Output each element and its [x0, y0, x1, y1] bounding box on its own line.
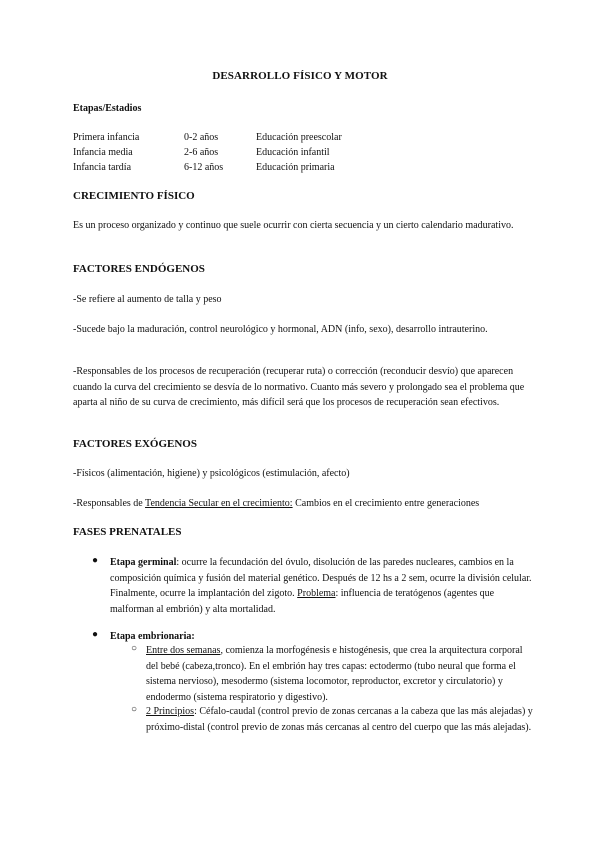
- etapas-heading: Etapas/Estadios: [73, 103, 142, 114]
- education-cell: Educación primaria: [256, 162, 335, 173]
- exogenos-heading: FACTORES EXÓGENOS: [73, 438, 197, 450]
- page-title: DESARROLLO FÍSICO Y MOTOR: [212, 70, 388, 82]
- stage-cell: Primera infancia: [73, 132, 140, 143]
- ages-cell: 2-6 años: [184, 147, 219, 158]
- stage-cell: Infancia tardía: [73, 162, 132, 173]
- crecimiento-heading: CRECIMIENTO FÍSICO: [73, 190, 195, 202]
- germinal-item: [110, 555, 536, 617]
- endogenos-heading: FACTORES ENDÓGENOS: [73, 263, 205, 275]
- endogenos-paragraph-2: -Sucede bajo la maduración, control neurológico y hormonal, ADN (info, sexo), desarrollo intrauterino.: [73, 324, 488, 335]
- entre-dos-semanas-term: Entre dos semanas: [146, 645, 221, 656]
- education-cell: Educación infantil: [256, 147, 330, 158]
- germinal-text: : ocurre la fecundación del óvulo, disolución de las paredes nucleares, cambios en la composición química y fusión del material genético. Después de 12 hs a 2 sem, ocurre la división celular. Finalmente, ocurre la implantación del zigoto.: [110, 557, 532, 599]
- sub-bullet-icon: ○: [131, 704, 138, 715]
- exogenos-prefix: -Responsables de: [73, 498, 146, 509]
- exogenos-suffix: Cambios en el crecimiento entre generaciones: [292, 498, 480, 509]
- bullet-icon: ●: [92, 629, 99, 640]
- sub-bullet-icon: ○: [131, 643, 138, 654]
- crecimiento-paragraph: Es un proceso organizado y continuo que suele ocurrir con cierta secuencia y un cierto calendario madurativo.: [73, 220, 514, 231]
- embrionaria-sub-item-2: [146, 704, 534, 735]
- endogenos-paragraph-1: -Se refiere al aumento de talla y peso: [73, 294, 222, 305]
- sub-item-1-text: , comienza la morfogénesis e histogénesis, que crea la arquitectura corporal del bebé (cabeza,tronco). En el embrión hay tres capas: ectodermo (tubo neural que forma el sistema nervioso), mesodermo (sistema locomotor, reproductor, excretor y circulatorio) y endodermo (sistema respiratorio y digestivo).: [146, 645, 523, 703]
- embrionaria-sub-item-1: [146, 643, 534, 705]
- stage-cell: Infancia media: [73, 147, 133, 158]
- exogenos-paragraph-1: -Físicos (alimentación, higiene) y psicológicos (estimulación, afecto): [73, 468, 350, 479]
- dos-principios-term: 2 Principios: [146, 706, 195, 717]
- ages-cell: 6-12 años: [184, 162, 224, 173]
- problema-term: Problema: [297, 588, 336, 599]
- germinal-tail: : influencia de teratógenos (agentes que malforman al embrión) y alta mortalidad.: [110, 588, 495, 615]
- bullet-icon: ●: [92, 555, 99, 566]
- fases-heading: FASES PRENATALES: [73, 526, 182, 538]
- exogenos-paragraph-2: [73, 496, 543, 512]
- sub-item-2-text: : Céfalo-caudal (control previo de zonas cercanas a la cabeza que las más alejadas) y próximo-distal (control previo de zonas más cercanas al centro del cuerpo que las más alejadas).: [146, 706, 533, 733]
- endogenos-paragraph-3: -Responsables de los procesos de recuperación (recuperar ruta) o corrección (reconducir desvío) que aparecen cuando la curva del crecimiento se desvía de lo normativo. Cuanto más severo y prolongado sea el problema que aparta al niño de su curva de crecimiento, más difícil será que los procesos de recuperación sean efectivos.: [73, 366, 525, 408]
- embrionaria-label: Etapa embrionaria:: [110, 631, 195, 642]
- tendencia-secular-term: Tendencia Secular en el crecimiento:: [145, 498, 293, 509]
- ages-cell: 0-2 años: [184, 132, 219, 143]
- germinal-label: Etapa germinal: [110, 557, 177, 568]
- education-cell: Educación preescolar: [256, 132, 342, 143]
